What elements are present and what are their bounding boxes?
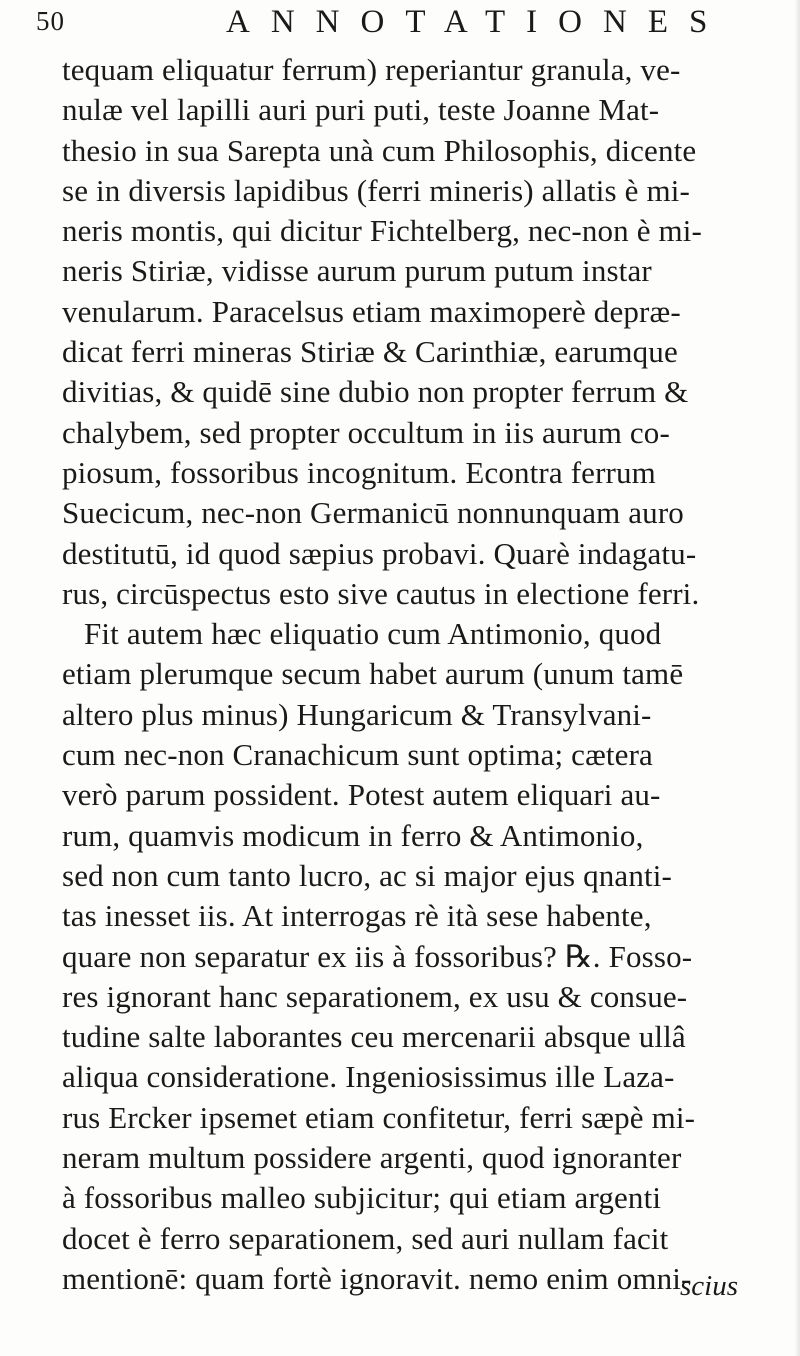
text-line: verò parum possident. Potest autem eliquari au-: [62, 777, 661, 813]
text-line: altero plus minus) Hungaricum & Transylvani-: [62, 696, 652, 732]
text-line: piosum, fossoribus incognitum. Econtra ferrum: [62, 454, 656, 490]
text-line: venularum. Paracelsus etiam maximoperè depræ-: [62, 293, 681, 329]
text-line: se in diversis lapidibus (ferri mineris) allatis è mi-: [62, 172, 690, 208]
body-text: [62, 50, 800, 1299]
text-line: aliqua consideratione. Ingeniosissimus ille Laza-: [62, 1059, 675, 1095]
text-line: mentionē: quam fortè ignoravit. nemo enim omni-: [62, 1260, 692, 1296]
text-line: rus, circūspectus esto sive cautus in electione ferri.: [62, 575, 700, 611]
text-line: Fit autem hæc eliquatio cum Antimonio, quod: [84, 616, 662, 652]
text-line: cum nec-non Cranachicum sunt optima; cætera: [62, 737, 653, 773]
text-line: destitutū, id quod sæpius probavi. Quarè indagatu-: [62, 535, 697, 571]
page-edge: [794, 0, 800, 1356]
text-line: neris Stiriæ, vidisse aurum purum putum instar: [62, 253, 652, 289]
catchword: scius: [680, 1270, 738, 1302]
text-line: dicat ferri mineras Stiriæ & Carinthiæ, earumque: [62, 334, 678, 370]
text-line: Suecicum, nec-non Germanicū nonnunquam auro: [62, 495, 684, 531]
page-number: 50: [36, 6, 65, 36]
text-line: nulæ vel lapilli auri puri puti, teste Joanne Mat-: [62, 92, 660, 128]
text-line: tequam eliquatur ferrum) reperiantur granula, ve-: [62, 52, 681, 87]
text-line: à fossoribus malleo subjicitur; qui etiam argenti: [62, 1180, 662, 1216]
text-line: res ignorant hanc separationem, ex usu & consue-: [62, 978, 688, 1014]
text-line: neram multum possidere argenti, quod ignoranter: [62, 1140, 682, 1176]
text-line: chalybem, sed propter occultum in iis aurum co-: [62, 414, 670, 450]
text-line: docet è ferro separationem, sed auri nullam facit: [62, 1220, 669, 1256]
text-line: etiam plerumque secum habet aurum (unum tamē: [62, 656, 684, 692]
text-line: neris montis, qui dicitur Fichtelberg, nec-non è mi-: [62, 213, 703, 249]
text-line: rus Ercker ipsemet etiam confitetur, ferri sæpè mi-: [62, 1099, 696, 1135]
page-header: [36, 6, 776, 46]
text-line: sed non cum tanto lucro, ac si major ejus qnanti-: [62, 857, 672, 893]
running-title: ANNOTATIONES: [226, 4, 729, 40]
text-line: tas inesset iis. At interrogas rè ità sese habente,: [62, 898, 652, 934]
text-line: quare non separatur ex iis à fossoribus? ℞. Fosso-: [62, 938, 693, 974]
text-line: rum, quamvis modicum in ferro & Antimonio,: [62, 817, 644, 853]
text-line: tudine salte laborantes ceu mercenarii absque ullâ: [62, 1019, 686, 1055]
text-line: thesio in sua Sarepta unà cum Philosophis, dicente: [62, 132, 697, 168]
text-line: divitias, & quidē sine dubio non propter ferrum &: [62, 374, 689, 410]
